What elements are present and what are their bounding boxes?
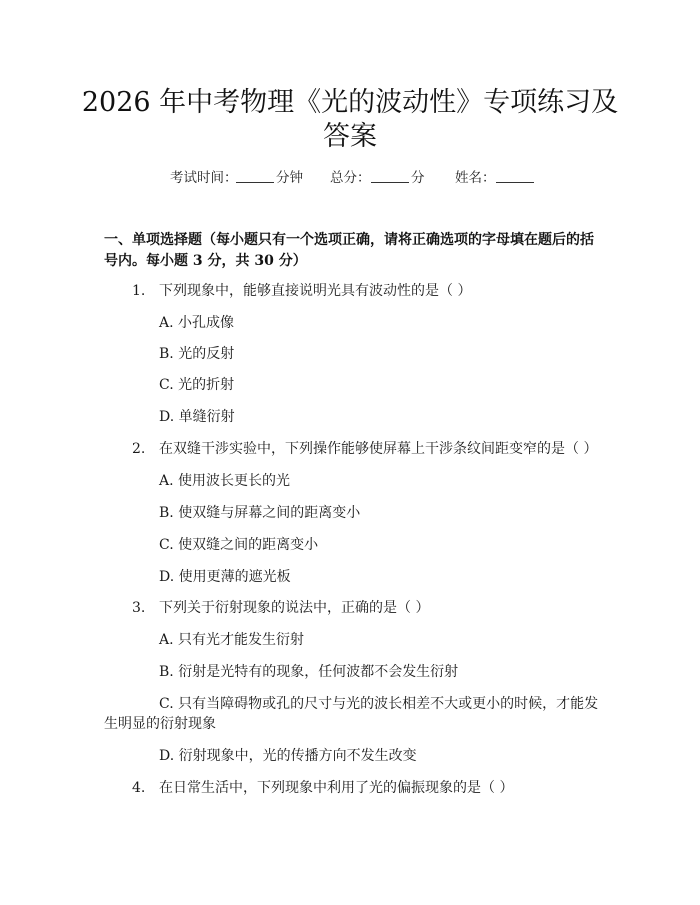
question-number: 2.	[132, 441, 146, 457]
option-d: D. 衍射现象中，光的传播方向不发生改变	[159, 748, 417, 764]
time-label: 考试时间：	[170, 170, 238, 186]
option-a: A. 小孔成像	[159, 315, 235, 331]
option-d: D. 单缝衍射	[159, 409, 235, 425]
question-text: 下列现象中，能够直接说明光具有波动性的是（ ）	[159, 283, 472, 299]
option-c: C. 光的折射	[159, 377, 235, 393]
question-number: 3.	[132, 600, 146, 616]
option-b: B. 光的反射	[159, 346, 235, 362]
option-a: A. 只有光才能发生衍射	[159, 632, 305, 648]
option-a: A. 使用波长更长的光	[159, 473, 291, 489]
option-c: C. 使双缝之间的距离变小	[159, 537, 319, 553]
question-text: 在双缝干涉实验中，下列操作能够使屏幕上干涉条纹间距变窄的是（ ）	[159, 441, 598, 457]
page-title-line2: 答案	[323, 121, 377, 152]
option-b: B. 衍射是光特有的现象，任何波都不会发生衍射	[159, 664, 459, 680]
time-unit: 分钟	[276, 170, 303, 186]
question-text: 下列关于衍射现象的说法中，正确的是（ ）	[159, 600, 430, 616]
name-label: 姓名：	[455, 170, 496, 186]
option-c-continuation: 生明显的衍射现象	[104, 716, 216, 732]
page-title-line1: 2026 年中考物理《光的波动性》专项练习及	[81, 87, 619, 118]
option-d: D. 使用更薄的遮光板	[159, 569, 291, 585]
score-label: 总分：	[330, 170, 371, 186]
question-number: 4.	[132, 780, 146, 796]
score-blank[interactable]	[371, 169, 409, 188]
section-heading-line2: 号内。每小题 3 分，共 30 分）	[104, 253, 307, 269]
time-blank[interactable]	[236, 169, 274, 188]
score-unit: 分	[411, 170, 425, 186]
name-blank[interactable]	[496, 169, 534, 188]
option-b: B. 使双缝与屏幕之间的距离变小	[159, 505, 361, 521]
question-number: 1.	[132, 283, 146, 299]
section-heading-line1: 一、单项选择题（每小题只有一个选项正确，请将正确选项的字母填在题后的括	[104, 232, 594, 248]
question-text: 在日常生活中，下列现象中利用了光的偏振现象的是（ ）	[159, 780, 514, 796]
option-c: C. 只有当障碍物或孔的尺寸与光的波长相差不大或更小的时候，才能发	[159, 696, 599, 712]
